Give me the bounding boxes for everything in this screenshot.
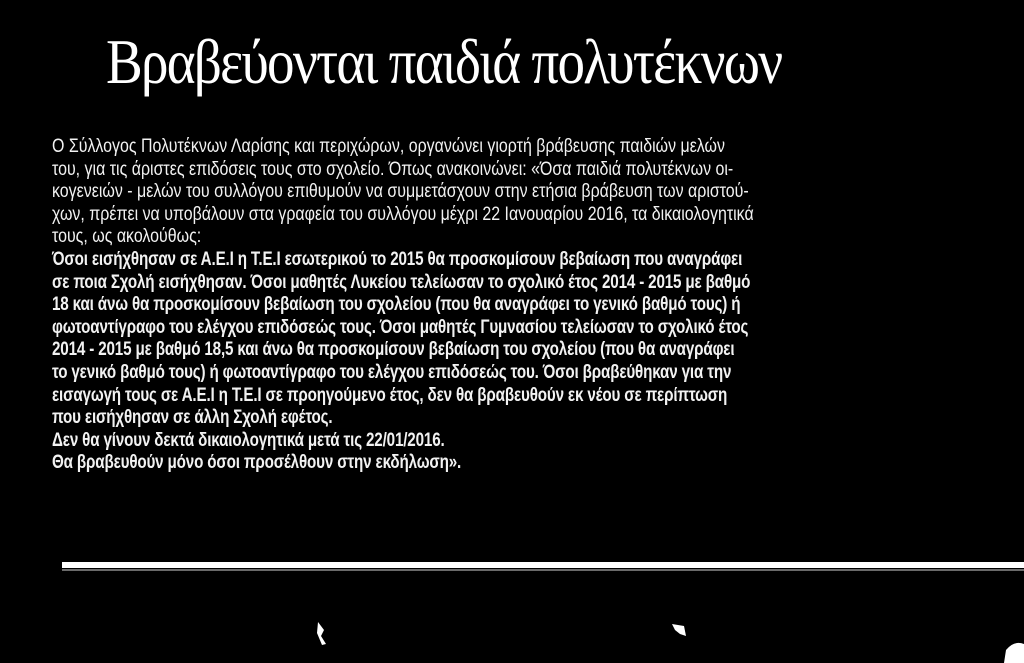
article-line: σε ποια Σχολή εισήχθησαν. Όσοι μαθητές Λυκείου τελείωσαν το σχολικό έτος 2014 - 2015 με βαθμό [52,271,751,293]
separator-rule [62,562,1024,568]
scan-specks [0,600,1024,663]
article-line: Θα βραβευθούν μόνο όσοι προσέλθουν στην εκδήλωση». [52,452,462,474]
scan-speck [672,624,686,636]
article-line: χων, πρέπει να υποβάλουν στα γραφεία του συλλόγου μέχρι 22 Ιανουαρίου 2016, τα δικαιολογητικά [52,203,754,225]
article-line: φωτοαντίγραφο του ελέγχου επιδόσεώς τους. Όσοι μαθητές Γυμνασίου τελείωσαν το σχολικό έτος [52,316,749,338]
article-body [52,136,952,475]
article-line: το γενικό βαθμό τους) ή φωτοαντίγραφο του ελέγχου επιδόσεώς του. Όσοι βραβεύθηκαν για την [52,361,732,383]
article-line: εισαγωγή τους σε Α.Ε.Ι η Τ.Ε.Ι σε προηγούμενο έτος, δεν θα βραβευθούν εκ νέου σε περίπτωση [52,384,728,406]
article-line: Όσοι εισήχθησαν σε Α.Ε.Ι η Τ.Ε.Ι εσωτερικού το 2015 θα προσκομίσουν βεβαίωση που αναγράφει [52,248,743,270]
article-line: Ο Σύλλογος Πολυτέκνων Λαρίσης και περιχώρων, οργανώνει γιορτή βράβευσης παιδιών μελών [52,136,725,157]
article-line: κογενειών - μελών του συλλόγου επιθυμούν να συμμετάσχουν στην ετήσια βράβευση των αριστού- [52,181,749,203]
article-line: 2014 - 2015 με βαθμό 18,5 και άνω θα προσκομίσουν βεβαίωση του σχολείου (που θα αναγράφει [52,339,735,361]
article-headline: Βραβεύονται παιδιά πολυτέκνων [106,26,782,97]
article-line: τους, ως ακολούθως: [52,226,202,248]
article-line: 18 και άνω θα προσκομίσουν βεβαίωση του σχολείου (που θα αναγράφει το γενικό βαθμό τους) ή [52,294,741,316]
article-line: που εισήχθησαν σε άλλη Σχολή εφέτος. [52,407,333,429]
scan-speck [317,622,326,645]
scan-speck [1004,643,1024,663]
article-line: Δεν θα γίνουν δεκτά δικαιολογητικά μετά τις 22/01/2016. [52,429,445,451]
article-line: του, για τις άριστες επιδόσεις τους στο σχολείο. Όπως ανακοινώνει: «Όσα παιδιά πολυτέκνων οι- [52,158,734,180]
separator-rule-shadow [62,569,1024,571]
